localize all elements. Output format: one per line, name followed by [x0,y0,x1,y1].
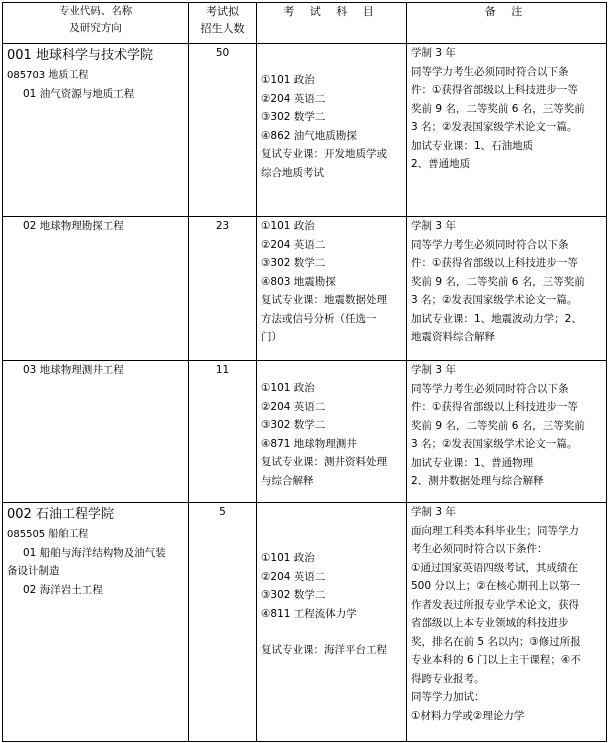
note-line: 同等学力考生必须同时符合以下条 [411,65,569,78]
header-row [3,3,607,44]
exam-item: 复试专业课：测井资料处理 [261,456,387,468]
note-line: 学制 3 年 [411,506,456,518]
count-cell: 23 [189,217,257,361]
note-line: 件：①获得省部级以上科技进步一等 [411,84,578,96]
table-row [3,503,607,742]
note-cell [407,217,607,361]
exam-item: 综合地质考试 [261,166,324,179]
note-line: 奖前 9 名，二等奖前 6 名，三等奖前 [411,419,585,432]
exam-cell [257,503,407,742]
header-major-line1: 专业代码、名称 [58,5,133,17]
header-count-line2: 招生人数 [200,22,245,35]
exam-item: ②204 英语二 [261,92,326,105]
note-line: 2、测井数据处理与综合解释 [411,475,544,487]
direction: 02 地球物理勘探工程 [23,220,124,232]
exam-item: ①101 政治 [261,552,315,564]
exam-item: ④871 地球物理测井 [261,437,357,450]
major-cell [3,503,189,742]
note-line: 同等学力考生必须同时符合以下条 [411,238,569,251]
count-cell: 50 [189,44,257,217]
note-line: 2、普通地质 [411,158,471,170]
exam-item: 与综合解释 [261,474,314,487]
direction: 02 海洋岩土工程 [23,583,103,596]
exam-item: ②204 英语二 [261,238,326,251]
major-name: 085505 船舶工程 [7,529,89,540]
exam-cell [257,44,407,217]
note-line: 奖前 9 名，二等奖前 6 名，三等奖前 [411,275,585,288]
major-cell [3,361,189,503]
note-line: 奖前 9 名，二等奖前 6 名，三等奖前 [411,102,585,115]
note-line: 件：①获得省部级以上科技进步一等 [411,401,578,413]
note-line: 专业本科的 6 门以上主干课程；④不 [411,654,581,666]
note-line: ①通过国家英语四级考试，其成绩在 [411,561,578,574]
direction: 01 船舶与海洋结构物及油气装 [23,547,166,559]
note-line: ①材料力学或②理论力学 [411,709,525,722]
exam-item: ①101 政治 [261,74,315,86]
note-line: 作者发表过所报专业学术论文，获得 [411,598,579,611]
note-cell [407,44,607,217]
exam-item: ③302 数学二 [261,257,326,269]
count-cell: 5 [189,503,257,742]
table-row [3,361,607,503]
note-line: 3 名；②发表国家级学术论文一篇。 [411,294,578,306]
exam-item: ③302 数学二 [261,111,326,123]
exam-item: 复试专业课：开发地质学或 [261,148,387,160]
count-cell: 11 [189,361,257,503]
note-line: 同等学力考生必须同时符合以下条 [411,382,569,395]
major-cell [3,44,189,217]
exam-spacer [261,623,402,641]
note-line: 得跨专业报考。 [411,672,485,685]
exam-item: ④862 油气地质勘探 [261,129,357,142]
exam-item: 复试专业课：海洋平台工程 [261,644,387,656]
note-line: 加试专业课：1、普通物理 [411,456,534,469]
note-line: 加试专业课：1、地震波动力学；2、 [411,312,582,325]
header-count [189,3,257,44]
exam-item: ①101 政治 [261,382,315,394]
header-count-line1: 考试拟 [206,5,239,18]
table-row [3,217,607,361]
direction: 03 地球物理测井工程 [23,364,124,376]
exam-item: ②204 英语二 [261,400,326,413]
direction: 01 油气资源与地质工程 [23,88,135,100]
direction-continued: 备设计制造 [7,565,60,577]
exam-item: ①101 政治 [261,220,315,232]
major-cell [3,217,189,361]
exam-item: ②204 英语二 [261,570,326,583]
exam-item: ③302 数学二 [261,589,326,601]
header-notes: 备 注 [407,3,607,44]
note-line: 同等学力加试： [411,691,485,703]
college-name: 001 地球科学与技术学院 [7,48,153,63]
note-line: 学制 3 年 [411,364,456,376]
enrollment-table [2,2,607,742]
exam-item: ③302 数学二 [261,419,326,431]
note-line: 3 名；②发表国家级学术论文一篇。 [411,438,578,450]
exam-item: 门） [261,331,282,343]
note-line: 学制 3 年 [411,47,456,59]
header-major-line2: 及研究方向 [69,22,122,34]
note-line: 面向理工科类本科毕业生；同等学力 [411,524,579,537]
note-line: 学制 3 年 [411,220,456,232]
college-name: 002 石油工程学院 [7,507,114,522]
header-major [3,3,189,44]
exam-item: 复试专业课：地震数据处理 [261,294,387,306]
exam-item: ④803 地震勘探 [261,275,336,288]
note-line: 3 名；②发表国家级学术论文一篇。 [411,121,578,133]
table-row [3,44,607,217]
note-line: 500 分以上；②在核心期刊上以第一 [411,580,581,592]
note-line: 考生必须同时符合以下条件： [411,543,548,555]
header-exams: 考 试 科 目 [257,3,407,44]
note-cell [407,503,607,742]
major-name: 085703 地质工程 [7,70,89,81]
note-line: 省部级以上本专业领域的科技进步 [411,617,569,629]
note-line: 地震资料综合解释 [411,331,495,343]
exam-item: 方法或信号分析（任选一 [261,312,377,325]
note-line: 件：①获得省部级以上科技进步一等 [411,257,578,269]
note-cell [407,361,607,503]
exam-item: ④811 工程流体力学 [261,607,357,620]
note-line: 奖，排名在前 5 名以内；③修过所报 [411,635,581,648]
exam-cell [257,361,407,503]
exam-cell [257,217,407,361]
note-line: 加试专业课：1、石油地质 [411,139,534,152]
